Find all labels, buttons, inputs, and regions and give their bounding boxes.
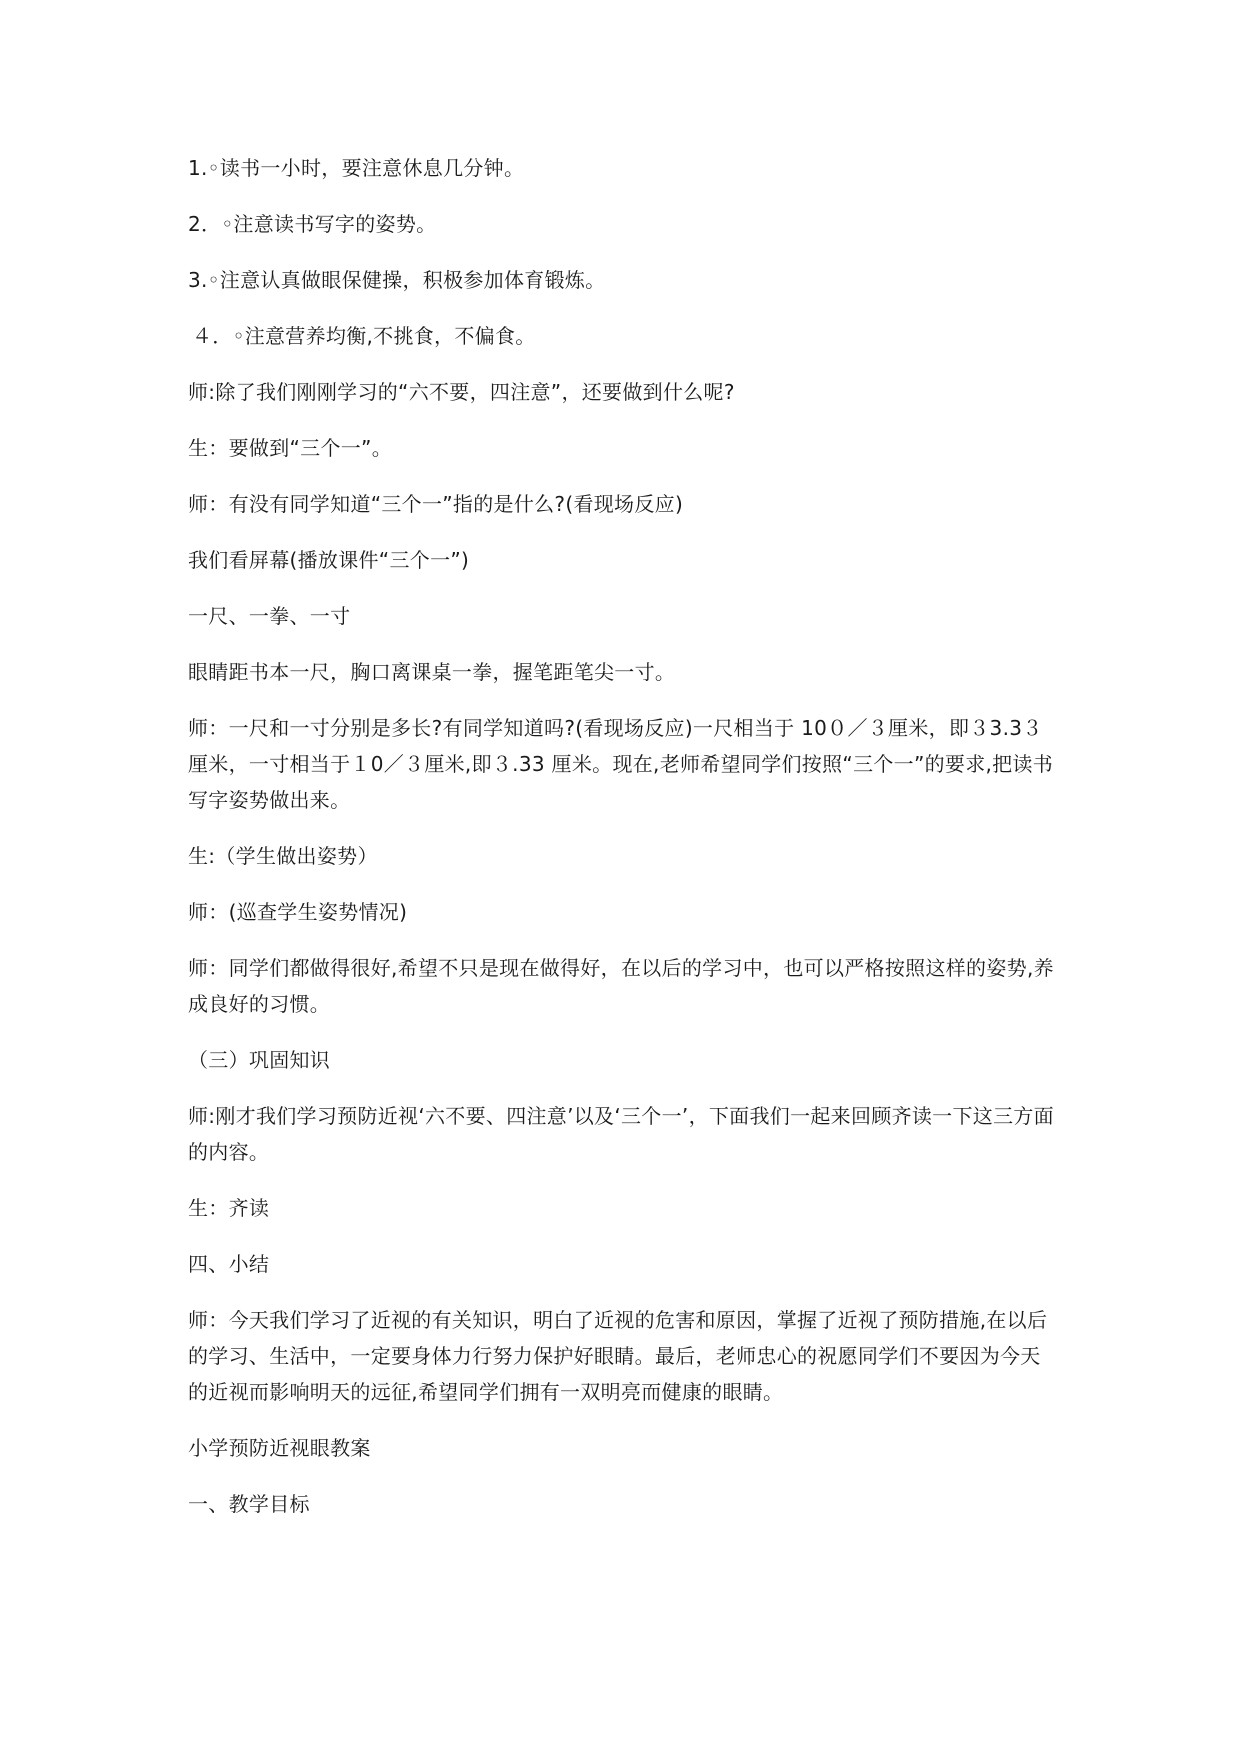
paragraph-teacher-check: 师：(巡查学生姿势情况) xyxy=(188,900,408,924)
lesson-plan-title: 小学预防近视眼教案 xyxy=(188,1436,371,1460)
paragraph-teacher-review: 师:刚才我们学习预防近视‘六不要、四注意’以及‘三个一’，下面我们一起来回顾齐读一下这三方面的内容。 xyxy=(188,1104,1054,1164)
paragraph-teacher-question: 师:除了我们刚刚学习的“六不要，四注意”，还要做到什么呢? xyxy=(188,380,735,404)
section-heading-summary: 四、小结 xyxy=(188,1252,270,1276)
paragraph-student-posture: 生:（学生做出姿势） xyxy=(188,844,378,868)
paragraph-student-answer: 生：要做到“三个一”。 xyxy=(188,436,393,460)
document-body xyxy=(188,150,1058,1542)
paragraph-tip-1: 1.◦读书一小时，要注意休息几分钟。 xyxy=(188,156,525,180)
paragraph-screen: 我们看屏幕(播放课件“三个一”) xyxy=(188,548,470,572)
paragraph-tip-4: ４．◦注意营养均衡,不挑食，不偏食。 xyxy=(192,324,536,348)
paragraph-teacher-summary: 师：今天我们学习了近视的有关知识，明白了近视的危害和原因，掌握了近视了预防措施,在以后的学习、生活中，一定要身体力行努力保护好眼睛。最后，老师忠心的祝愿同学们不要因为今天的近视而影响明天的远征,希望同学们拥有一双明亮而健康的眼睛。 xyxy=(188,1308,1048,1404)
paragraph-teacher-measure: 师：一尺和一寸分别是多长?有同学知道吗?(看现场反应)一尺相当于 10０／３厘米，即３3.3３厘米，一寸相当于１0／３厘米,即３.33 厘米。现在,老师希望同学们按照“三个一”的要求,把读书写字姿势做出来。 xyxy=(188,716,1054,812)
section-heading-objectives: 一、教学目标 xyxy=(188,1492,310,1516)
paragraph-teacher-praise: 师：同学们都做得很好,希望不只是现在做得好，在以后的学习中，也可以严格按照这样的姿势,养成良好的习惯。 xyxy=(188,956,1054,1016)
paragraph-three-ones: 一尺、一拳、一寸 xyxy=(188,604,351,628)
paragraph-student-read: 生：齐读 xyxy=(188,1196,270,1220)
paragraph-tip-2: 2．◦注意读书写字的姿势。 xyxy=(188,212,437,236)
paragraph-teacher-ask: 师：有没有同学知道“三个一”指的是什么?(看现场反应) xyxy=(188,492,684,516)
paragraph-three-ones-detail: 眼睛距书本一尺，胸口离课桌一拳，握笔距笔尖一寸。 xyxy=(188,660,676,684)
section-heading-consolidate: （三）巩固知识 xyxy=(188,1048,331,1072)
paragraph-tip-3: 3.◦注意认真做眼保健操，积极参加体育锻炼。 xyxy=(188,268,606,292)
